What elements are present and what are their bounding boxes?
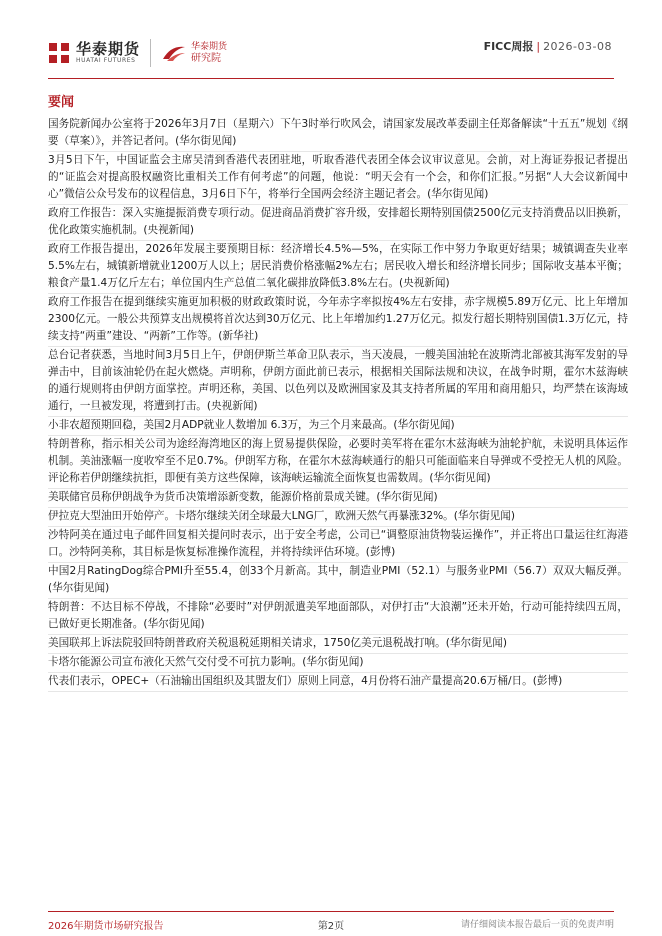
page-header: [0, 0, 662, 78]
news-item: 政府工作报告在提到继续实施更加积极的财政政策时说，今年赤字率拟按4%左右安排，赤字规模5.89万亿元、比上年增加2300亿元。一般公共预算支出规模将首次达到30万亿元、比上年增加约1.27万亿元。拟发行超长期特别国债1.3万亿元，持续支持“两重”建设、“两新”工作等。(新华社): [48, 294, 628, 347]
page-footer: [48, 915, 614, 931]
news-item: 伊拉克大型油田开始停产。卡塔尔继续关闭全球最大LNG厂，欧洲天然气再暴涨32%。(华尔街见闻): [48, 508, 628, 527]
news-item: 特朗普：不达目标不停战，不排除“必要时”对伊朗派遣美军地面部队，对伊打击“大浪潮”还未开始，行动可能持续四五周，已做好更长期准备。(华尔街见闻): [48, 599, 628, 635]
news-item: 中国2月RatingDog综合PMI升至55.4，创33个月新高。其中，制造业PMI（52.1）与服务业PMI（56.7）双双大幅反弹。(华尔街见闻): [48, 563, 628, 599]
news-item: 总台记者获悉，当地时间3月5日上午，伊朗伊斯兰革命卫队表示，当天凌晨，一艘美国油轮在波斯湾北部被其海军发射的导弹击中，目前该油轮仍在起火燃烧。声明称，伊朗方面此前已表示，根据相关国际法规和决议，在战争时期，霍尔木兹海峡的通行规则将由伊朗方面掌控。声明还称，美国、以色列以及欧洲国家及其支持者所属的军用和商用船只，均严禁在该海域通行，一旦被发现，将遭到打击。(央视新闻): [48, 347, 628, 417]
header-rule: [48, 78, 614, 79]
report-meta: [484, 38, 612, 54]
footer-report-title: 2026年期货市场研究报告: [48, 921, 164, 932]
company-name-en: HUATAI FUTURES: [76, 57, 136, 64]
meta-separator: |: [536, 40, 541, 53]
news-item: 沙特阿美在通过电子邮件回复相关提问时表示，出于安全考虑，公司已“调整原油货物装运操作”，并正将出口量运往红海港口。沙特阿美称，其目标是恢复标准操作流程，并将持续评估环境。(彭博): [48, 527, 628, 563]
news-item: 国务院新闻办公室将于2026年3月7日（星期六）下午3时举行吹风会，请国家发展改革委副主任郑备解读“十五五”规划《纲要（草案）》，并答记者问。(华尔街见闻): [48, 116, 628, 152]
report-type: FICC周报: [483, 40, 534, 53]
report-date: 2026-03-08: [543, 40, 612, 53]
sub-brand-line2: 研究院: [191, 52, 222, 64]
news-item: 政府工作报告：深入实施提振消费专项行动。促进商品消费扩容升级，安排超长期特别国债2500亿元支持消费品以旧换新，优化政策实施机制。(央视新闻): [48, 205, 628, 241]
news-item: 代表们表示，OPEC+（石油输出国组织及其盟友们）原则上同意，4月份将石油产量提高20.6万桶/日。(彭博): [48, 673, 628, 692]
swoosh-logo-icon: [161, 43, 187, 63]
disclaimer-note: 请仔细阅读本报告最后一页的免责声明: [460, 920, 614, 930]
news-item: 3月5日下午，中国证监会主席吴清到香港代表团驻地，听取香港代表团全体会议审议意见。会前，对上海证券报记者提出的“证监会对提高股权融资比重相关工作有何考虑”的问题，他说：“明天会有一个会，和你们汇报。”另据“人大会议新闻中心”微信公众号发布的议程信息，3月6日下午，将举行全国两会经济主题记者会。(华尔街见闻): [48, 152, 628, 205]
news-item: 政府工作报告提出，2026年发展主要预期目标：经济增长4.5%—5%，在实际工作中努力争取更好结果；城镇调查失业率5.5%左右，城镇新增就业1200万人以上；居民消费价格涨幅2%左右；居民收入增长和经济增长同步；国际收支基本平衡；粮食产量1.4万亿斤左右；单位国内生产总值二氧化碳排放降低3.8%左右。(央视新闻): [48, 241, 628, 294]
news-item: 特朗普称，指示相关公司为途经海湾地区的海上贸易提供保险，必要时美军将在霍尔木兹海峡为油轮护航，未说明具体运作机制。美油涨幅一度收窄至不足0.7%。伊朗军方称，在霍尔木兹海峡通行的船只可能面临来自导弹或不受控无人机的风险。评论称若伊朗继续抗拒，即便有美方这些保障，该海峡运输流全面恢复也需数周。(华尔街见闻): [48, 436, 628, 489]
brand-logo: [48, 38, 227, 68]
sub-brand-line1: 华泰期货: [191, 41, 228, 52]
footer-rule: [48, 911, 614, 912]
page-number: 第2页: [317, 921, 345, 932]
news-content: [48, 94, 628, 692]
company-name-cn: 华泰期货: [76, 40, 141, 58]
logo-divider: [150, 39, 151, 67]
research-institute-logo: [161, 42, 227, 65]
huatai-logo-icon: [48, 42, 70, 64]
news-item: 美联储官员称伊朗战争为货币决策增添新变数，能源价格前景成关键。(华尔街见闻): [48, 489, 628, 508]
news-item: 卡塔尔能源公司宣布液化天然气交付受不可抗力影响。(华尔街见闻): [48, 654, 628, 673]
section-title: 要闻: [48, 95, 75, 110]
news-item: 美国联邦上诉法院驳回特朗普政府关税退税延期相关请求，1750亿美元退税战打响。(华尔街见闻): [48, 635, 628, 654]
news-item: 小非农超预期回稳，美国2月ADP就业人数增加 6.3万，为三个月来最高。(华尔街见闻): [48, 417, 628, 436]
